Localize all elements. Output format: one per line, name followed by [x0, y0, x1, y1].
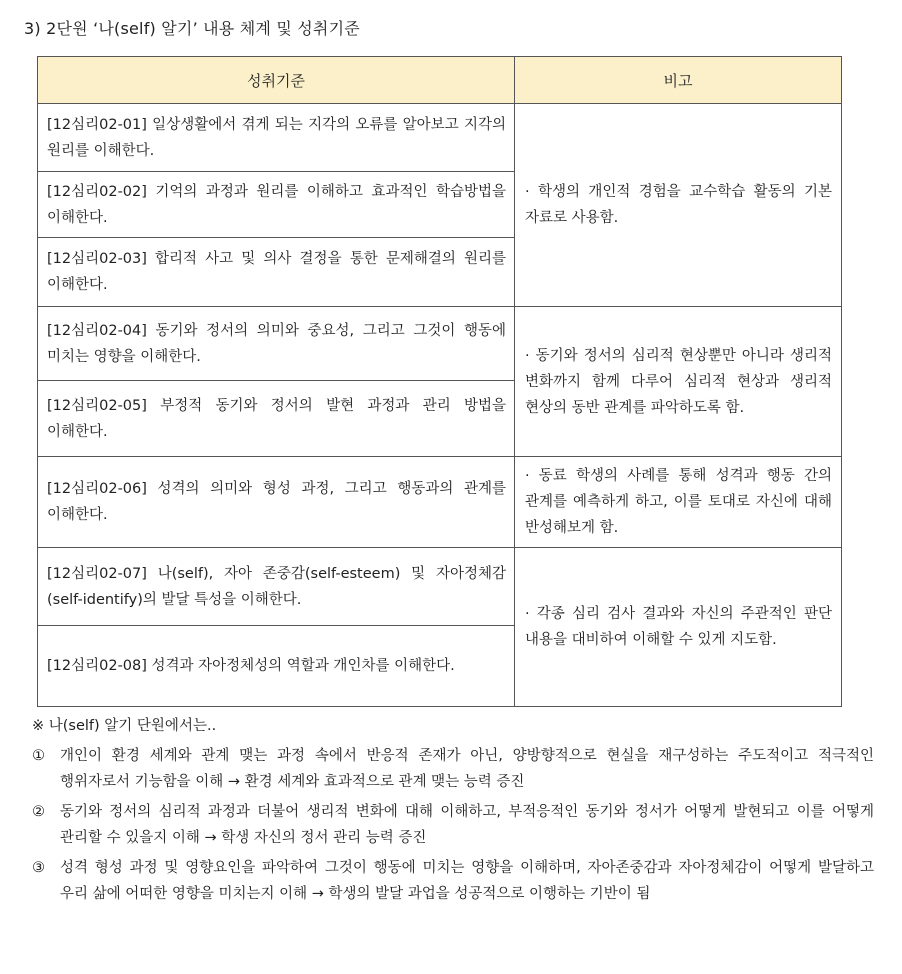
standards-table — [37, 56, 842, 707]
standard-cell: [12심리02-04] 동기와 정서의 의미와 중요성, 그리고 그것이 행동에 미치는 영향을 이해한다. — [38, 307, 515, 381]
note-cell: · 동료 학생의 사례를 통해 성격과 행동 간의 관계를 예측하게 하고, 이를 토대로 자신에 대해 반성해보게 함. — [515, 457, 842, 548]
note-text: 성격 형성 과정 및 영향요인을 파악하여 그것이 행동에 미치는 영향을 이해하며, 자아존중감과 자아정체감이 어떻게 발달하고 우리 삶에 어떠한 영향을 미치는지 이해 → 학생의 발달 과업을 성공적으로 이행하는 기반이 됨 — [60, 860, 874, 902]
standard-cell: [12심리02-02] 기억의 과정과 원리를 이해하고 효과적인 학습방법을 이해한다. — [38, 172, 515, 238]
note-marker: ② — [32, 804, 45, 820]
standard-cell: [12심리02-01] 일상생활에서 겪게 되는 지각의 오류를 알아보고 지각의 원리를 이해한다. — [38, 104, 515, 172]
header-standards: 성취기준 — [38, 57, 515, 104]
notes-heading: ※ 나(self) 알기 단원에서는.. — [32, 718, 217, 734]
section-title: 3) 2단원 ‘나(self) 알기’ 내용 체계 및 성취기준 — [24, 19, 360, 38]
note-marker: ③ — [32, 860, 45, 876]
standard-cell: [12심리02-05] 부정적 동기와 정서의 발현 과정과 관리 방법을 이해한다. — [38, 381, 515, 457]
note-cell: · 학생의 개인적 경험을 교수학습 활동의 기본 자료로 사용함. — [515, 104, 842, 307]
standard-cell: [12심리02-07] 나(self), 자아 존중감(self-esteem) 및 자아정체감(self-identify)의 발달 특성을 이해한다. — [38, 548, 515, 626]
note-cell: · 각종 심리 검사 결과와 자신의 주관적인 판단 내용을 대비하여 이해할 수 있게 지도함. — [515, 548, 842, 707]
note-item — [32, 743, 874, 795]
table-row — [38, 548, 842, 626]
note-text: 개인이 환경 세계와 관계 맺는 과정 속에서 반응적 존재가 아닌, 양방향적으로 현실을 재구성하는 주도적이고 적극적인 행위자로서 기능함을 이해 → 환경 세계와 효과적으로 관계 맺는 능력 증진 — [60, 748, 874, 790]
note-item — [32, 855, 874, 907]
table-row — [38, 307, 842, 381]
header-notes: 비고 — [515, 57, 842, 104]
notes-section — [32, 713, 874, 911]
standard-cell: [12심리02-06] 성격의 의미와 형성 과정, 그리고 행동과의 관계를 이해한다. — [38, 457, 515, 548]
note-item — [32, 799, 874, 851]
table-row — [38, 457, 842, 548]
table-row — [38, 104, 842, 172]
standard-cell: [12심리02-03] 합리적 사고 및 의사 결정을 통한 문제해결의 원리를 이해한다. — [38, 238, 515, 307]
note-cell: · 동기와 정서의 심리적 현상뿐만 아니라 생리적 변화까지 함께 다루어 심리적 현상과 생리적 현상의 동반 관계를 파악하도록 함. — [515, 307, 842, 457]
note-text: 동기와 정서의 심리적 과정과 더불어 생리적 변화에 대해 이해하고, 부적응적인 동기와 정서가 어떻게 발현되고 이를 어떻게 관리할 수 있을지 이해 → 학생 자신의 정서 관리 능력 증진 — [60, 804, 874, 846]
table-header-row — [38, 57, 842, 104]
standard-cell: [12심리02-08] 성격과 자아정체성의 역할과 개인차를 이해한다. — [38, 626, 515, 707]
note-marker: ① — [32, 748, 45, 764]
